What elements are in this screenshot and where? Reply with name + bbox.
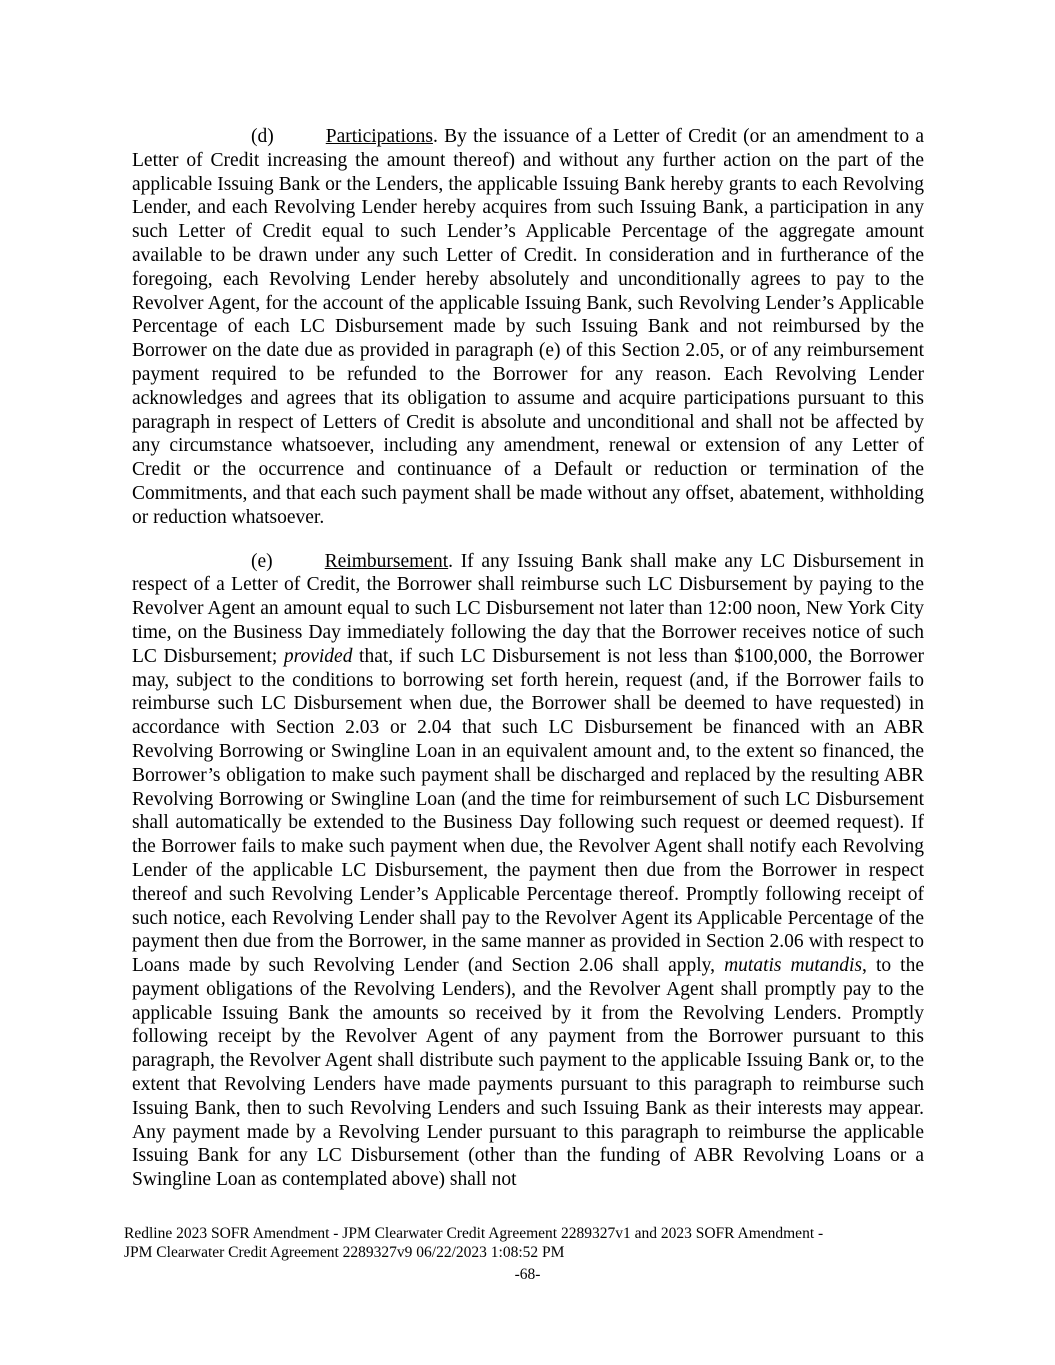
- paragraph-e-text-2: that, if such LC Disbursement is not less than $100,000, the Borrower may, subject to the conditions to borrowing set forth herein, request (and, if the Borrower fails to reimburse such LC Disbursement when due, the Borrower shall be deemed to have requested) in accordance with Section 2.03 or 2.04 that such LC Disbursement be financed with an ABR Revolving Borrowing or Swingline Loan in an equivalent amount and, to the extent so financed, the Borrower’s obligation to make such payment shall be discharged and replaced by the resulting ABR Revolving Borrowing or Swingline Loan (and the time for reimbursement of such LC Disbursement shall automatically be extended to the Business Day following such request or deemed request). If the Borrower fails to make such payment when due, the Revolver Agent shall notify each Revolving Lender of the applicable LC Disbursement, the payment then due from the Borrower in respect thereof and such Revolving Lender’s Applicable Percentage thereof. Promptly following receipt of such notice, each Revolving Lender shall pay to the Revolver Agent its Applicable Percentage of the payment then due from the Borrower, in the same manner as provided in Section 2.06 with respect to Loans made by such Revolving Lender (and Section 2.06 shall apply,: [132, 645, 924, 977]
- paragraph-d-heading: Participations: [325, 126, 433, 147]
- footer-line-1: Redline 2023 SOFR Amendment - JPM Clearwater Credit Agreement 2289327v1 and 2023 SOFR Amendment -: [124, 1225, 824, 1242]
- footer-line-2: JPM Clearwater Credit Agreement 2289327v9 06/22/2023 1:08:52 PM: [124, 1244, 565, 1261]
- paragraph-e-label: (e): [251, 550, 273, 572]
- paragraph-e-text-3: , to the payment obligations of the Revolving Lenders), and the Revolver Agent shall promptly pay to the applicable Issuing Bank the amounts so received by it from the Revolving Lenders. Promptly following receipt by the Revolver Agent of any payment from the Borrower pursuant to this paragraph, the Revolver Agent shall distribute such payment to the applicable Issuing Bank or, to the extent that Revolving Lenders have made payments pursuant to this paragraph to reimburse such Issuing Bank, then to such Revolving Lenders and such Issuing Bank as their interests may appear. Any payment made by a Revolving Lender pursuant to this paragraph to reimburse the applicable Issuing Bank for any LC Disbursement (other than the funding of ABR Revolving Loans or a Swingline Loan as contemplated above) shall not: [132, 955, 924, 1191]
- paragraph-d-text: . By the issuance of a Letter of Credit (or an amendment to a Letter of Credit increasing the amount thereof) and without any further action on the part of the applicable Issuing Bank or the Lenders, the applicable Issuing Bank hereby grants to each Revolving Lender, and each Revolving Lender hereby acquires from such Issuing Bank, a participation in any such Letter of Credit equal to such Lender’s Applicable Percentage of the aggregate amount available to be drawn under any such Letter of Credit. In consideration and in furtherance of the foregoing, each Revolving Lender hereby absolutely and unconditionally agrees to pay to the Revolver Agent, for the account of the applicable Issuing Bank, such Revolving Lender’s Applicable Percentage of each LC Disbursement made by such Issuing Bank and not reimbursed by the Borrower on the date due as provided in paragraph (e) of this Section 2.05, or of any reimbursement payment required to be refunded to the Borrower for any reason. Each Revolving Lender acknowledges and agrees that its obligation to assume and acquire participations pursuant to this paragraph in respect of Letters of Credit is absolute and unconditional and shall not be affected by any circumstance whatsoever, including any amendment, renewal or extension of any Letter of Credit or the occurrence and continuance of a Default or reduction or termination of the Commitments, and that each such payment shall be made without any offset, abatement, withholding or reduction whatsoever.: [132, 126, 924, 528]
- paragraph-d-label: (d): [251, 126, 274, 147]
- paragraph-e-text-1: . If any Issuing Bank shall make any LC Disbursement in respect of a Letter of Credit, the Borrower shall reimburse such LC Disbursement by paying to the Revolver Agent an amount equal to such LC Disbursement not later than 12:00 noon, New York City time, on the Business Day immediately following the day that the Borrower receives notice of such LC Disbursement;: [132, 550, 924, 667]
- paragraph-e-heading: Reimbursement: [324, 550, 449, 572]
- page-footer: [124, 1224, 924, 1262]
- paragraph-e: [132, 550, 924, 1193]
- paragraph-e-italic-mutatis: mutatis mutandis: [724, 955, 863, 977]
- paragraph-d: [132, 125, 924, 530]
- document-body: [132, 125, 924, 1192]
- page-number: -68-: [514, 1266, 541, 1283]
- paragraph-e-italic-provided: provided: [283, 645, 353, 667]
